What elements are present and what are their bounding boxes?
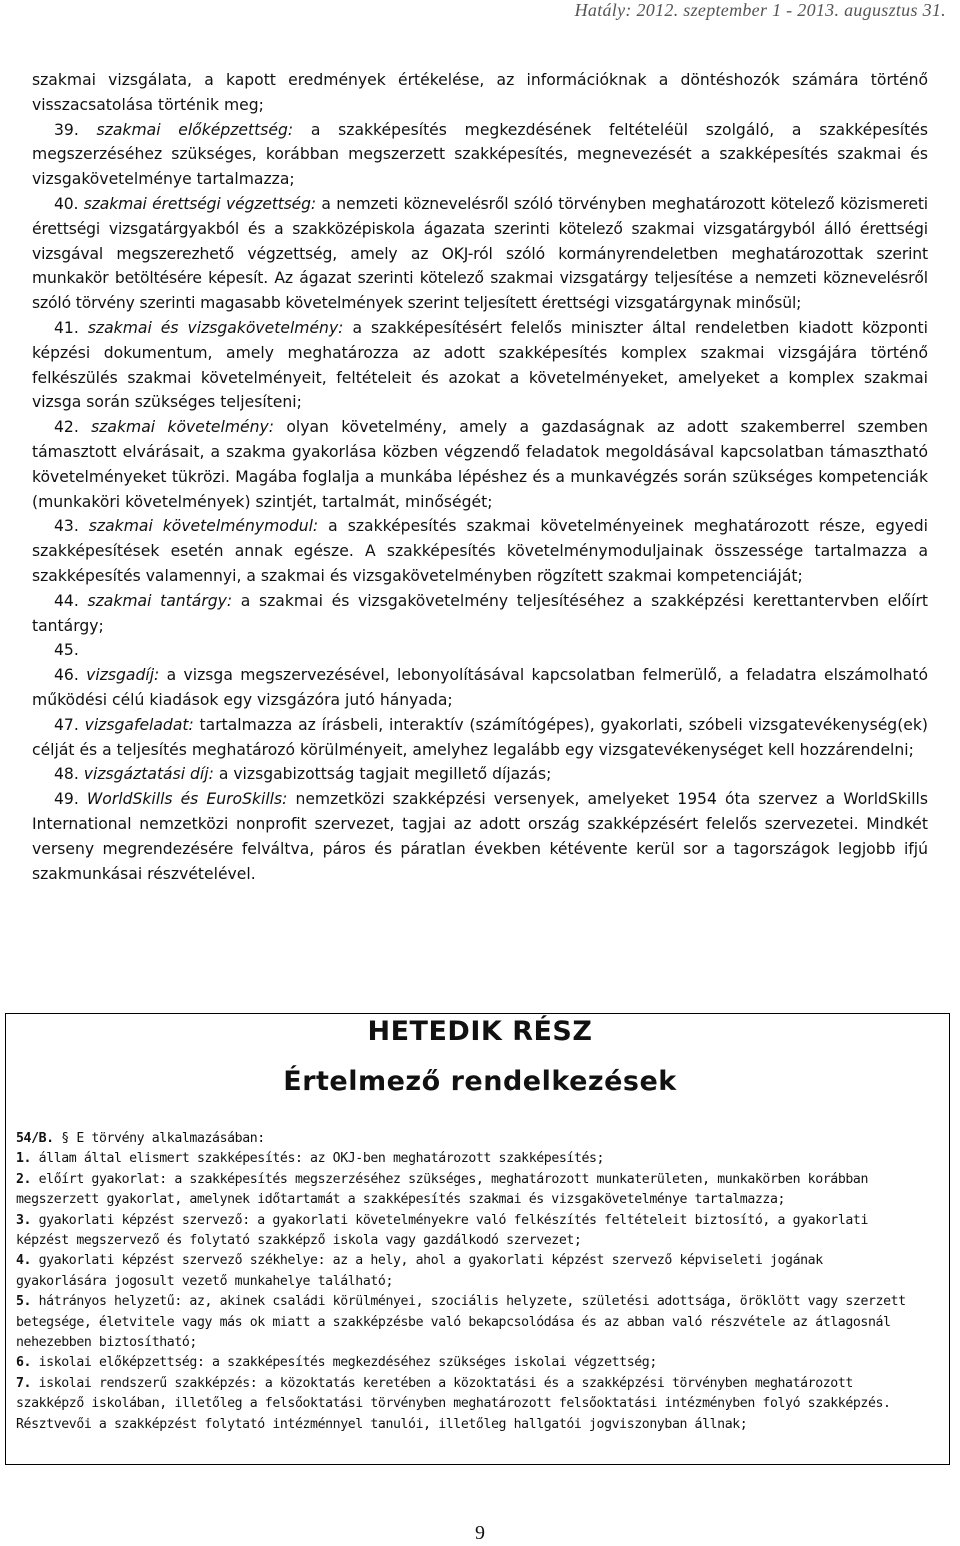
section-number: 54/B. xyxy=(16,1131,54,1146)
paragraph-text: szakmai vizsgálata, a kapott eredmények értékelése, az információknak a döntéshozók számára történő visszacsatolása történik meg; xyxy=(32,71,928,114)
defined-term: szakmai követelménymodul: xyxy=(88,517,319,536)
defined-term: vizsgadíj: xyxy=(86,666,160,685)
paragraph-text: a nemzeti köznevelésről szóló törvényben meghatározott kötelező közismereti érettségi vizsgatárgyakból és a szakközépiskola ágazata szerinti kötelező szakmai vizsgatárgyból álló érettségi vizsgával megszerezhető végzettség, amely az OKJ-ról szóló kormányrendeletben meghatározottak szerint munkakör betöltésére képesít. Az ágazat szerinti kötelező szakmai vizsgatárgy teljesítése a nemzeti köznevelésről szóló törvény szerinti magasabb követelmények szerint teljesített érettségi vizsgatárgynak minősül; xyxy=(32,194,928,313)
definition-item xyxy=(16,1170,920,1211)
defined-term: szakmai követelmény: xyxy=(91,418,275,437)
definition-text: előírt gyakorlat: a szakképesítés megszerzéséhez szükséges, meghatározott munkaterületen, munkakörben korábban megszerzett gyakorlat, amelynek időtartamát a szakképesítés szakmai és vizsgakövetelménye tartalmazza; xyxy=(16,1171,868,1208)
definition-text: állam által elismert szakképesítés: az OKJ-ben meghatározott szakképesítés; xyxy=(31,1151,605,1167)
paragraph-number: 41. xyxy=(54,318,88,337)
defined-term: vizsgáztatási díj: xyxy=(83,765,214,784)
paragraph-43 xyxy=(32,514,928,588)
definition-number: 3. xyxy=(16,1212,32,1228)
definition-text: gyakorlati képzést szervező székhelye: az a hely, ahol a gyakorlati képzést szervező képviseleti jogának gyakorlására jogosult vezető munkahelye található; xyxy=(16,1253,823,1289)
defined-term: szakmai érettségi végzettség: xyxy=(83,194,316,213)
definition-item xyxy=(16,1353,920,1373)
paragraph-49 xyxy=(32,787,928,886)
definition-item xyxy=(16,1149,920,1169)
validity-header: Hatály: 2012. szeptember 1 - 2013. augusztus 31. xyxy=(574,0,946,20)
paragraph-number: 42. xyxy=(54,418,92,437)
part-subtitle: Értelmező rendelkezések xyxy=(283,1066,677,1097)
section-54b-definitions xyxy=(16,1129,920,1435)
paragraph-text: olyan követelmény, amely a gazdaságnak az adott szakemberrel szemben támasztott elvárásait, a szakma gyakorlása közben végzendő feladatok megoldásával kapcsolatban támasztható követelményeket tükrözi. Magába foglalja a munkába lépéshez és a munkavégzés során szükséges kompetenciák (munkaköri követelmények) szintjét, tartalmát, minőségét; xyxy=(32,418,928,511)
paragraph-39 xyxy=(32,118,928,192)
paragraph-44 xyxy=(32,589,928,639)
paragraph-number: 43. xyxy=(54,517,89,536)
paragraph-text: nemzetközi szakképzési versenyek, amelyeket 1954 óta szervez a WorldSkills International nemzetközi nonprofit szervezet, tagjai az adott ország szakképzésért felelős szervezetei. Mindkét verseny megrendezésére felváltva, páros és páratlan években kétévente kerül sor a tagországok legjobb ifjú szakmunkásai részvételével. xyxy=(32,790,928,883)
paragraph-text: a szakképesítés megkezdésének feltételéül szolgáló, a szakképesítés megszerzéséhez szükséges, korábban megszerzett szakképesítés, megnevezését a szakképesítés szakmai és vizsgakövetelménye tartalmazza; xyxy=(32,120,928,189)
paragraph-text: a szakképesítés szakmai követelményeinek meghatározott része, egyedi szakképesítések esetén annak egésze. A szakképesítés követelménymoduljainak összessége tartalmazza a szakképesítés valamennyi, a szakmai és vizsgakövetelményben rögzített szakmai kompetenciáját; xyxy=(32,517,928,585)
paragraph-47 xyxy=(32,713,928,763)
paragraph-continuation xyxy=(32,68,928,118)
definition-number: 5. xyxy=(16,1294,32,1310)
section-sign: § xyxy=(53,1131,77,1146)
paragraph-number: 49. xyxy=(54,790,87,809)
page-number: 9 xyxy=(475,1522,485,1544)
definition-number: 2. xyxy=(16,1171,32,1187)
paragraph-number: 47. xyxy=(54,715,85,734)
definition-number: 1. xyxy=(16,1151,32,1167)
part-title: HETEDIK RÉSZ xyxy=(367,1016,593,1047)
paragraph-46 xyxy=(32,663,928,713)
definition-item xyxy=(16,1292,920,1353)
paragraph-text: a vizsgabizottság tagjait megillető díjazás; xyxy=(213,765,552,784)
defined-term: szakmai és vizsgakövetelmény: xyxy=(87,318,344,337)
paragraph-text: a szakmai és vizsgakövetelmény teljesítéséhez a szakképzési kerettantervben előírt tantárgy; xyxy=(32,591,928,635)
definition-text: iskolai rendszerű szakképzés: a közoktatás keretében a közoktatási és a szakképzési törvényben meghatározott szakképző iskolában, illetőleg a felsőoktatási törvényben meghatározott felsőoktatási intézményben folyó szakképzés. Résztvevői a szakképzést folytató intézménnyel tanulói, illetőleg hallgatói jogviszonyban állnak; xyxy=(16,1375,891,1432)
paragraph-number: 46. xyxy=(54,666,87,685)
paragraph-text: a szakképesítésért felelős miniszter által rendeletben kiadott központi képzési dokumentum, amely meghatározza az adott szakképesítés komplex szakmai vizsgájára történő felkészülés szakmai követelményeit, feltételeit és azokat a követelményeket, amelyeket a komplex szakmai vizsga során szükséges teljesíteni; xyxy=(32,318,928,412)
section-heading xyxy=(16,1129,920,1149)
definition-text: gyakorlati képzést szervező: a gyakorlati követelményekre való felkészítés feltételeit biztosító, a gyakorlati képzést megszervező és folytató szakképző iskola vagy gazdálkodó szervezet; xyxy=(16,1212,868,1249)
paragraph-number: 45. xyxy=(54,641,79,660)
paragraph-48 xyxy=(32,762,928,787)
definition-number: 7. xyxy=(16,1375,32,1391)
paragraph-42 xyxy=(32,415,928,514)
paragraph-number: 44. xyxy=(54,591,88,610)
definition-item xyxy=(16,1374,920,1435)
definition-text: iskolai előképzettség: a szakképesítés megkezdéséhez szükséges iskolai végzettség; xyxy=(31,1355,657,1371)
defined-term: szakmai tantárgy: xyxy=(87,591,233,610)
definition-number: 4. xyxy=(16,1253,32,1269)
definition-text: hátrányos helyzetű: az, akinek családi körülményei, szociális helyzete, születési adottsága, öröklött vagy szerzett betegsége, életvitele vagy más ok miatt a szakképzésbe való bekapcsolódása és az abban való részvétele az átlagosnál nehezebben biztosítható; xyxy=(16,1294,906,1351)
defined-term: vizsgafeladat: xyxy=(84,715,194,734)
defined-term: szakmai előképzettség: xyxy=(96,120,294,139)
paragraph-45 xyxy=(32,638,928,663)
defined-term: WorldSkills és EuroSkills: xyxy=(86,790,288,809)
paragraph-number: 48. xyxy=(54,765,84,784)
definition-item xyxy=(16,1211,920,1252)
section-intro: E törvény alkalmazásában: xyxy=(76,1131,265,1146)
paragraph-text: tartalmazza az írásbeli, interaktív (számítógépes), gyakorlati, szóbeli vizsgatevékenység(ek) célját és a teljesítés meghatározó körülményeit, amelyhez legalább egy vizsgatevékenységet kell hozzárendelni; xyxy=(32,715,928,759)
paragraph-text: a vizsga megszervezésével, lebonyolításával kapcsolatban felmerülő, a feladatra elszámolható működési célú kiadások egy vizsgázóra jutó hányada; xyxy=(32,666,928,709)
definition-number: 6. xyxy=(16,1355,32,1371)
definitions-text xyxy=(32,68,928,886)
paragraph-40 xyxy=(32,192,928,316)
paragraph-number: 40. xyxy=(54,194,84,213)
paragraph-number: 39. xyxy=(54,120,97,139)
definition-item xyxy=(16,1251,920,1292)
paragraph-41 xyxy=(32,316,928,415)
